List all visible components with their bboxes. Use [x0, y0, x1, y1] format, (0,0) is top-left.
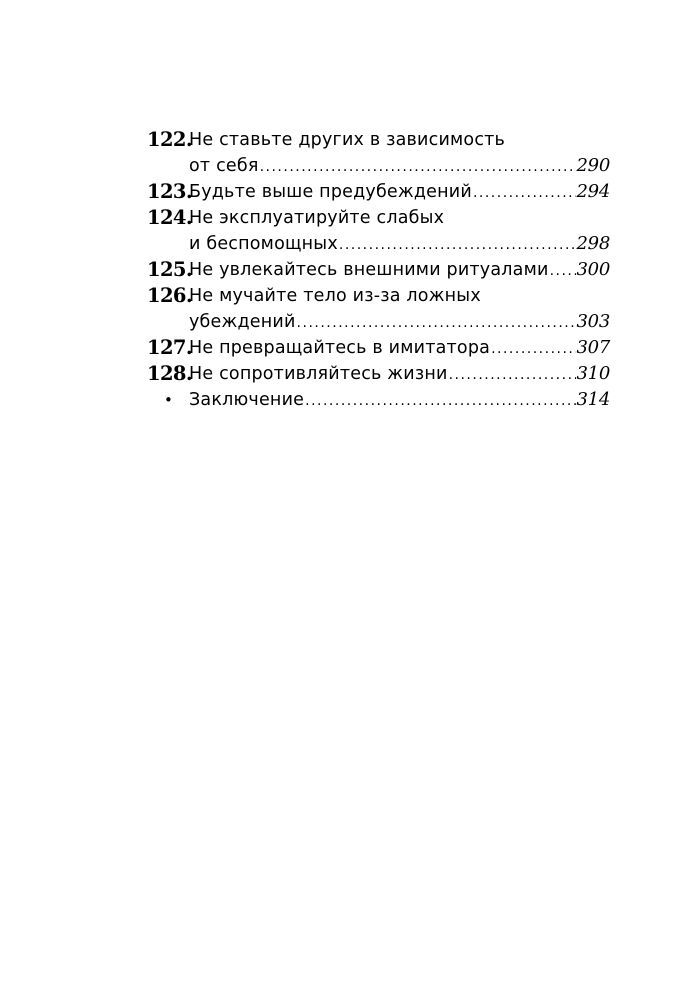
entry-title-line [189, 153, 610, 179]
entry-number: 124. [147, 206, 193, 229]
page-number: 307 [576, 337, 610, 358]
page-number: 314 [576, 389, 610, 410]
entry-title-line [189, 309, 610, 335]
page-number: 294 [576, 181, 610, 202]
entry-title: Не ставьте других в зависимость [189, 130, 506, 150]
toc-entry-123[interactable] [147, 179, 610, 205]
entry-title-line [189, 231, 610, 257]
entry-title-line [189, 127, 610, 153]
entry-title: Не увлекайтесь внешними ритуалами [189, 260, 549, 280]
entry-number: 126. [147, 284, 193, 307]
entry-title: Не сопротивляйтесь жизни [189, 364, 448, 384]
bullet-icon: • [164, 391, 173, 409]
dot-leader [339, 232, 576, 258]
entry-title: Будьте выше предубеждений [189, 182, 472, 202]
toc-entry-125[interactable] [147, 257, 610, 283]
entry-title: от себя [189, 156, 259, 176]
entry-number: 128. [147, 362, 193, 385]
toc-entry-126[interactable] [147, 283, 610, 335]
toc-entry-122[interactable] [147, 127, 610, 179]
entry-number: 122. [147, 128, 193, 151]
entry-title: Не мучайте тело из-за ложных [189, 286, 481, 306]
dot-leader [550, 258, 576, 284]
entry-title-line [189, 335, 610, 361]
entry-number: 127. [147, 336, 193, 359]
dot-leader [297, 310, 576, 336]
dot-leader [491, 336, 575, 362]
page-number: 290 [576, 155, 610, 176]
entry-title-line [189, 179, 610, 205]
page-number: 310 [576, 363, 610, 384]
entry-title: убеждений [189, 312, 296, 332]
table-of-contents [147, 127, 610, 413]
entry-title-line [189, 387, 610, 413]
entry-title: Не эксплуатируйте слабых [189, 208, 445, 228]
dot-leader [473, 180, 576, 206]
entry-title: Не превращайтесь в имитатора [189, 338, 491, 358]
entry-number: 125. [147, 258, 193, 281]
page-number: 303 [576, 311, 610, 332]
toc-entry-127[interactable] [147, 335, 610, 361]
page-number: 298 [576, 233, 610, 254]
entry-title-line [189, 205, 610, 231]
dot-leader [260, 154, 576, 180]
toc-entry-128[interactable] [147, 361, 610, 387]
toc-entry-124[interactable] [147, 205, 610, 257]
entry-number: 123. [147, 180, 193, 203]
dot-leader [305, 388, 575, 414]
dot-leader [449, 362, 576, 388]
entry-title: и беспомощных [189, 234, 338, 254]
toc-entry-conclusion[interactable] [147, 387, 610, 413]
entry-title-line [189, 283, 610, 309]
entry-title-line [189, 257, 610, 283]
entry-title: Заключение [189, 390, 305, 410]
entry-title-line [189, 361, 610, 387]
page-number: 300 [576, 259, 610, 280]
